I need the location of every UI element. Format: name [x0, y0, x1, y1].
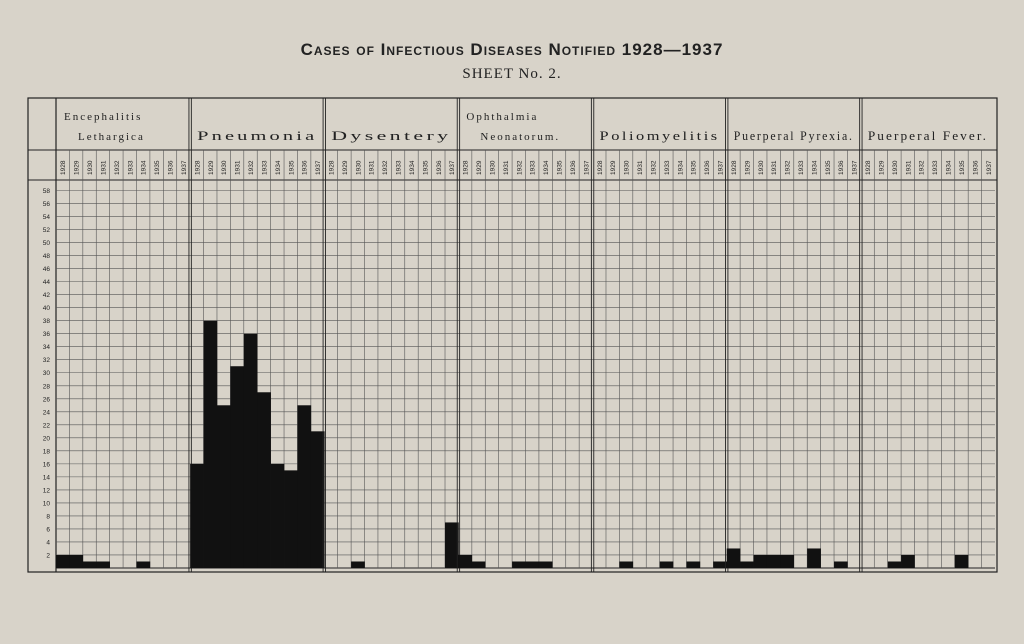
year-label: 1934	[274, 160, 282, 175]
y-tick-label: 24	[42, 409, 50, 417]
y-tick-label: 50	[42, 240, 50, 248]
year-label: 1935	[288, 160, 296, 175]
bar	[727, 548, 741, 568]
panel-label: Dysentery	[331, 128, 452, 143]
year-label: 1931	[234, 160, 242, 175]
year-label: 1930	[891, 160, 899, 175]
chart-title: Cases of Infectious Diseases Notified 1928—1937	[300, 40, 724, 59]
bar	[96, 561, 110, 568]
year-label: 1936	[972, 160, 980, 175]
year-label: 1928	[865, 160, 873, 175]
bar	[686, 561, 700, 568]
year-label: 1929	[341, 160, 349, 175]
bar	[539, 561, 553, 568]
bar	[311, 431, 325, 568]
year-label: 1932	[516, 160, 524, 175]
year-label: 1929	[476, 160, 484, 175]
bar	[660, 561, 674, 568]
y-tick-label: 26	[42, 396, 50, 404]
bar	[458, 555, 472, 568]
bar	[297, 405, 311, 568]
y-tick-label: 28	[42, 383, 50, 391]
year-label: 1935	[556, 160, 564, 175]
y-tick-label: 38	[42, 318, 50, 326]
y-tick-label: 18	[42, 448, 50, 456]
panel-label-line1: Ophthalmia	[466, 111, 539, 123]
bar	[807, 548, 821, 568]
bar	[244, 334, 258, 568]
year-label: 1934	[811, 160, 819, 175]
year-label: 1928	[194, 160, 202, 175]
year-label: 1931	[905, 160, 913, 175]
y-tick-label: 48	[42, 253, 50, 261]
year-label: 1933	[261, 160, 269, 175]
year-label: 1931	[771, 160, 779, 175]
y-tick-label: 32	[42, 357, 50, 365]
year-label: 1931	[637, 160, 645, 175]
bar	[230, 366, 244, 568]
panel-label-line2: Lethargica	[78, 131, 145, 143]
y-tick-label: 46	[42, 266, 50, 274]
y-tick-label: 2	[46, 552, 50, 560]
year-label: 1936	[167, 160, 175, 175]
panel-label: Poliomyelitis	[599, 128, 720, 143]
year-label: 1937	[315, 160, 323, 175]
y-tick-label: 8	[46, 513, 50, 521]
panel-label: Puerperal Fever.	[867, 128, 988, 143]
bar	[136, 561, 150, 568]
y-tick-label: 6	[46, 526, 50, 534]
bar	[713, 561, 727, 568]
bar	[901, 555, 915, 568]
y-tick-label: 56	[42, 201, 50, 209]
bar	[190, 464, 204, 568]
year-label: 1933	[663, 160, 671, 175]
year-label: 1936	[569, 160, 577, 175]
year-label: 1929	[878, 160, 886, 175]
year-label: 1936	[301, 160, 309, 175]
bar	[834, 561, 848, 568]
year-label: 1932	[784, 160, 792, 175]
panel-label: Pneumonia	[197, 128, 318, 143]
year-label: 1928	[462, 160, 470, 175]
y-tick-label: 42	[42, 292, 50, 300]
year-label: 1932	[113, 160, 121, 175]
year-label: 1930	[355, 160, 363, 175]
bar	[472, 561, 486, 568]
year-label: 1929	[610, 160, 618, 175]
bar	[204, 321, 218, 568]
year-label: 1936	[838, 160, 846, 175]
year-label: 1934	[543, 160, 551, 175]
year-label: 1933	[529, 160, 537, 175]
bar	[526, 561, 540, 568]
year-label: 1931	[100, 160, 108, 175]
year-label: 1937	[449, 160, 457, 175]
year-label: 1935	[422, 160, 430, 175]
panel-label-line1: Encephalitis	[64, 111, 143, 123]
bar	[56, 555, 70, 568]
y-tick-label: 58	[42, 188, 50, 196]
year-label: 1929	[207, 160, 215, 175]
y-tick-label: 44	[42, 279, 50, 287]
year-label: 1936	[435, 160, 443, 175]
year-label: 1928	[60, 160, 68, 175]
year-label: 1935	[824, 160, 832, 175]
year-label: 1928	[328, 160, 336, 175]
chart-subtitle: SHEET No. 2.	[462, 66, 562, 82]
year-label: 1935	[154, 160, 162, 175]
y-tick-label: 34	[42, 344, 50, 352]
y-tick-label: 52	[42, 227, 50, 235]
year-label: 1928	[596, 160, 604, 175]
bar	[955, 555, 969, 568]
bar	[351, 561, 365, 568]
y-tick-label: 36	[42, 331, 50, 339]
year-label: 1935	[958, 160, 966, 175]
panel-label-line2: Neonatorum.	[480, 131, 561, 143]
bar	[271, 464, 285, 568]
year-label: 1930	[489, 160, 497, 175]
year-label: 1929	[73, 160, 81, 175]
y-tick-label: 40	[42, 305, 50, 313]
year-label: 1934	[408, 160, 416, 175]
year-label: 1934	[140, 160, 148, 175]
panel-label: Puerperal Pyrexia.	[733, 128, 854, 143]
year-label: 1932	[248, 160, 256, 175]
year-label: 1934	[945, 160, 953, 175]
year-label: 1930	[623, 160, 631, 175]
bar	[754, 555, 768, 568]
y-tick-label: 10	[42, 500, 50, 508]
y-tick-label: 4	[46, 539, 50, 547]
bar	[780, 555, 794, 568]
year-label: 1933	[395, 160, 403, 175]
year-label: 1933	[797, 160, 805, 175]
year-label: 1932	[382, 160, 390, 175]
year-label: 1936	[704, 160, 712, 175]
bar	[83, 561, 97, 568]
y-tick-label: 22	[42, 422, 50, 430]
year-label: 1933	[127, 160, 135, 175]
bar	[619, 561, 633, 568]
y-tick-label: 12	[42, 487, 50, 495]
year-label: 1937	[717, 160, 725, 175]
y-tick-label: 16	[42, 461, 50, 469]
year-label: 1933	[932, 160, 940, 175]
year-label: 1929	[744, 160, 752, 175]
bar	[284, 470, 298, 568]
year-label: 1931	[368, 160, 376, 175]
year-label: 1932	[918, 160, 926, 175]
year-label: 1931	[502, 160, 510, 175]
y-tick-label: 20	[42, 435, 50, 443]
y-tick-label: 30	[42, 370, 50, 378]
bar	[512, 561, 526, 568]
year-label: 1937	[985, 160, 993, 175]
bar	[767, 555, 781, 568]
year-label: 1934	[677, 160, 685, 175]
bar	[217, 405, 231, 568]
bar	[257, 392, 271, 568]
bar	[69, 555, 83, 568]
year-label: 1935	[690, 160, 698, 175]
bar	[740, 561, 754, 568]
y-tick-label: 54	[42, 214, 50, 222]
year-label: 1932	[650, 160, 658, 175]
year-label: 1930	[221, 160, 229, 175]
year-label: 1930	[757, 160, 765, 175]
bar	[445, 522, 459, 568]
year-label: 1937	[851, 160, 859, 175]
year-label: 1928	[730, 160, 738, 175]
bar	[888, 561, 902, 568]
year-label: 1930	[87, 160, 95, 175]
y-tick-label: 14	[42, 474, 50, 482]
year-label: 1937	[180, 160, 188, 175]
year-label: 1937	[583, 160, 591, 175]
